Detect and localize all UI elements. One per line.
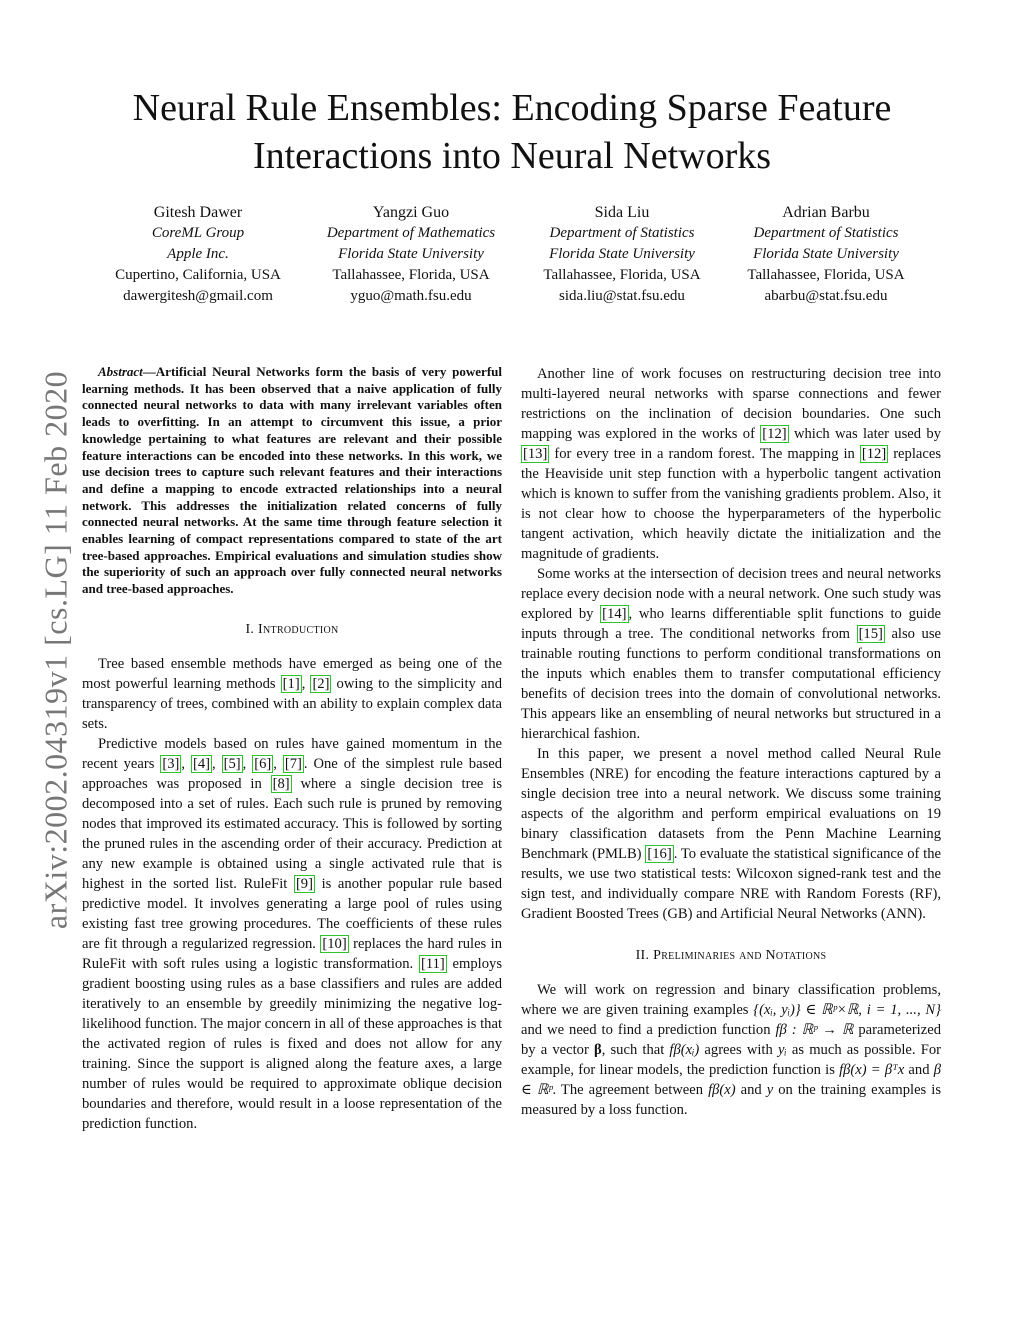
author-affiliation: Florida State University xyxy=(338,246,484,262)
right-column xyxy=(521,364,941,1120)
citation-link[interactable]: [1] xyxy=(282,675,300,692)
citation-link[interactable]: [14] xyxy=(602,606,627,622)
author-affiliation: Apple Inc. xyxy=(167,246,229,262)
intro-paragraph-3: Another line of work focuses on restructuring decision tree into multi-layered neural networks with sparse connections and fewer restrictions on the inclination of decision boundaries. One such mapping was explored in the works of [12] which was later used by [13] for every tree in a random forest. The mapping in [12] replaces the Heaviside unit step function with a hyperbolic tangent activation which is known to suffer from the vanishing gradients problem. Also, it is not clear how to choose the hyperparameters of the hyperbolic tangent activation, which heavily dictate the initialization and the magnitude of gradients. xyxy=(521,366,942,562)
abstract-text: —Artificial Neural Networks form the basis of very powerful learning methods. It has been observed that a naive application of fully connected neural networks to data with many irrelevant variables often leads to overfitting. In an attempt to circumvent this issue, a prior knowledge pertaining to what features are relevant and their possible feature interactions can be encoded into these networks. In this work, we use decision trees to capture such relevant features and their interactions and define a mapping to encode extracted relationships into a neural network. This addresses the initialization related concerns of fully connected neural networks. At the same time through feature selection it enables learning of compact representations compared to state of the art tree-based approaches. Empirical evaluations and simulation studies show the superiority of such an approach over fully connected neural networks and tree-based approaches. xyxy=(82,364,502,597)
author-affiliation: Department of Statistics xyxy=(549,225,695,241)
author-name: Gitesh Dawer xyxy=(153,204,243,221)
paper-title: Neural Rule Ensembles: Encoding Sparse Feature Interactions into Neural Networks xyxy=(132,87,892,177)
author-location: Tallahassee, Florida, USA xyxy=(332,267,490,283)
citation-link[interactable]: [3] xyxy=(162,755,180,772)
citation-link[interactable]: [15] xyxy=(858,626,883,642)
math-training-set: {(xᵢ, yᵢ)} ∈ ℝᵖ×ℝ, i = 1, ..., N} xyxy=(753,1002,941,1018)
author-email: yguo@math.fsu.edu xyxy=(350,288,472,304)
author-email: abarbu@stat.fsu.edu xyxy=(764,288,888,304)
author-email: sida.liu@stat.fsu.edu xyxy=(559,288,685,304)
left-column xyxy=(82,364,502,1134)
citation-link[interactable]: [13] xyxy=(523,446,548,462)
citation-link[interactable]: [7] xyxy=(284,755,302,772)
math-yi: yᵢ xyxy=(777,1042,787,1058)
citation-link[interactable]: [12] xyxy=(762,426,787,442)
math-linear-model: fβ(x) = βᵀx xyxy=(839,1062,905,1078)
arxiv-watermark: arXiv:2002.04319v1 [cs.LG] 11 Feb 2020 xyxy=(37,370,74,930)
math-function: fβ : ℝᵖ → ℝ xyxy=(775,1022,854,1038)
citation-link[interactable]: [11] xyxy=(420,955,445,972)
author-block-1 xyxy=(93,202,303,307)
author-name: Sida Liu xyxy=(594,204,650,221)
author-name: Yangzi Guo xyxy=(372,204,450,221)
author-location: Tallahassee, Florida, USA xyxy=(543,267,701,283)
citation-link[interactable]: [10] xyxy=(322,935,347,952)
author-email: dawergitesh@gmail.com xyxy=(123,288,273,304)
preliminaries-paragraph-1: We will work on regression and binary classification problems, where we are given training examples {(xᵢ, yᵢ)} ∈ ℝᵖ×ℝ, i = 1, ..., N} and we need to find a prediction function fβ : ℝᵖ → ℝ parameterized by a vector β, such that fβ(xᵢ) agrees with yᵢ as much as possible. For example, for linear models, the prediction function is fβ(x) = βᵀx and β ∈ ℝᵖ. The agreement between fβ(x) and y on the training examples is measured by a loss function. xyxy=(521,982,941,1118)
intro-paragraph-4: Some works at the intersection of decision trees and neural networks replace every decision node with a neural network. One such study was explored by [14] , who learns differentiable split functions to guide inputs through a tree. The conditional networks from [15] also use trainable routing functions to perform conditional transformations on the inputs which enables them to transfer computational efficiency benefits of decision trees into the domain of convolutional networks. This appears like an ensembling of neural networks but structured in a hierarchical fashion. xyxy=(521,566,941,742)
section-heading-preliminaries: II. Preliminaries and Notations xyxy=(635,948,827,963)
author-affiliation: Florida State University xyxy=(753,246,899,262)
author-block-3 xyxy=(517,202,727,307)
author-affiliation: Department of Mathematics xyxy=(326,225,496,241)
citation-link[interactable]: [9] xyxy=(295,875,313,892)
author-location: Tallahassee, Florida, USA xyxy=(747,267,905,283)
citation-link[interactable]: [16] xyxy=(647,846,672,862)
math-beta: β xyxy=(593,1042,602,1058)
citation-link[interactable]: [2] xyxy=(312,675,330,692)
intro-paragraph-2: Predictive models based on rules have gained momentum in the recent years [3] , [4] , [5] , [6] , [7] . One of the simplest rule based approaches was proposed in [8] where a single decision tree is decomposed into a set of rules. Each such rule is pruned by removing nodes that improved its estimated accuracy. This is followed by sorting the pruned rules in the ascending order of their accuracy. Prediction at any new example is obtained using a single activated rule that is highest in the sorted list. RuleFit [9] is another popular rule based predictive model. It involves generating a large pool of rules using existing fast tree growing procedures. The coefficients of these rules are fit through a regularized regression. [10] replaces the hard rules in RuleFit with soft rules using a logistic transformation. [11] employs gradient boosting using rules as a base classifiers and rules are added iteratively to an ensemble by greedily minimizing the negative log-likelihood function. The major concern in all of these approaches is that the activated region of rules is fixed and does not allow for any training. Since the support is aligned along the feature axes, a large number of rules would be required to approximate oblique decision boundaries and therefore, would result in a loose representation of the prediction function. xyxy=(82,735,503,1132)
math-beta-domain: β ∈ ℝᵖ xyxy=(521,1062,941,1098)
citation-link[interactable]: [6] xyxy=(254,755,272,772)
author-affiliation: CoreML Group xyxy=(151,225,245,241)
citation-link[interactable]: [12] xyxy=(861,446,887,462)
citation-link[interactable]: [4] xyxy=(192,755,210,772)
math-prediction-x: fβ(x) xyxy=(708,1082,736,1098)
citation-link[interactable]: [5] xyxy=(223,755,241,772)
math-y: y xyxy=(766,1082,774,1098)
intro-paragraph-5: In this paper, we present a novel method called Neural Rule Ensembles (NRE) for encoding the feature interactions captured by a single decision tree into a neural network. We discuss some training aspects of the algorithm and perform empirical evaluations on 19 binary classification datasets from the Penn Machine Learning Benchmark (PMLB) [16] . To evaluate the statistical significance of the results, we use two statistical tests: Wilcoxon signed-rank test and the sign test, and individually compare NRE with Random Forests (RF), Gradient Boosted Trees (GB) and Artificial Neural Networks (ANN). xyxy=(521,746,941,922)
author-location: Cupertino, California, USA xyxy=(115,267,281,283)
author-name: Adrian Barbu xyxy=(782,204,870,221)
author-affiliation: Florida State University xyxy=(549,246,695,262)
abstract xyxy=(82,364,502,598)
author-block-4 xyxy=(721,202,931,307)
author-affiliation: Department of Statistics xyxy=(753,225,899,241)
section-heading-introduction: I. Introduction xyxy=(245,621,339,637)
citation-link[interactable]: [8] xyxy=(272,775,290,792)
author-block-2 xyxy=(306,202,516,307)
math-prediction: fβ(xᵢ) xyxy=(669,1042,700,1058)
intro-paragraph-1: Tree based ensemble methods have emerged as being one of the most powerful learning methods [1] , [2] owing to the simplicity and transparency of trees, combined with an ability to explain complex data sets. xyxy=(82,655,502,732)
abstract-label: Abstract xyxy=(98,364,143,379)
